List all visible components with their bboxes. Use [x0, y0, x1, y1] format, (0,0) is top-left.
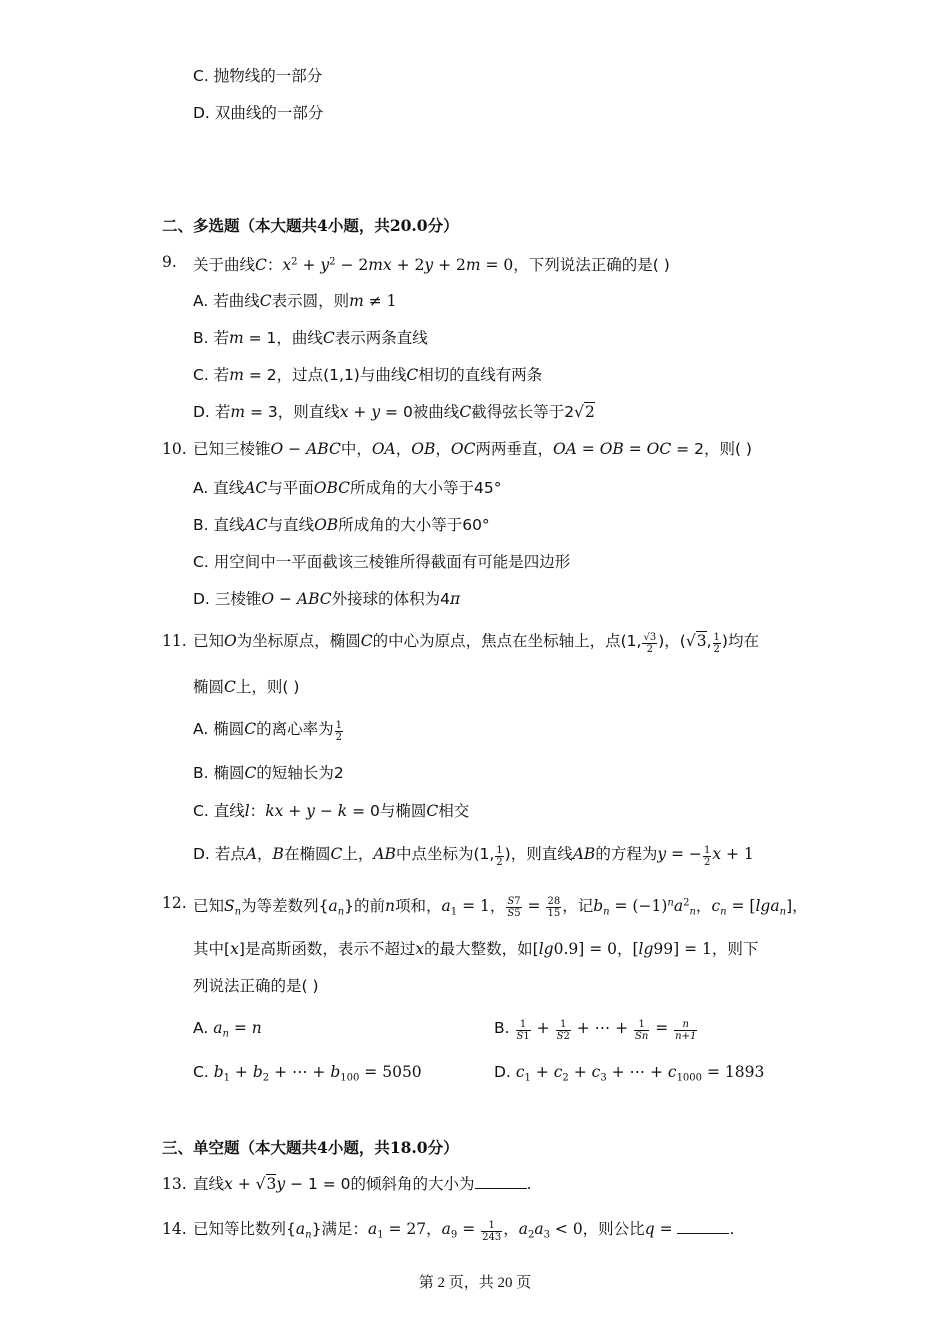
section2-title: 二、多选题（本大题共4小题，共20.0分） — [162, 216, 459, 235]
q10-option-c: C. 用空间中一平面截该三棱锥所得截面有可能是四边形 — [193, 553, 571, 571]
q12-option-b: B. $\frac{1}{S1}$ + $\frac{1}{S2}$ + ⋯ + $\frac{1}{Sn}$ = $\frac{n}{n+1}$ — [494, 1018, 697, 1042]
sqrt-symbol: √ — [574, 403, 584, 421]
answer-blank-14[interactable] — [677, 1219, 729, 1234]
question-14: 14. 已知等比数列$\{a_n\}$满足：$a_1 = 27$，$a_9$ = $\frac{1}{243}$ ，$a_2a_3 < 0$，则公比q = . — [162, 1219, 735, 1243]
q9-option-b: B. 若m = 1，曲线C表示两条直线 — [193, 329, 428, 347]
q10-option-d: D. 三棱锥O − ABC外接球的体积为4π — [193, 590, 461, 608]
section3-title: 三、单空题（本大题共4小题，共18.0分） — [162, 1138, 459, 1157]
option-d-prev: D. 双曲线的一部分 — [193, 104, 324, 122]
q9-option-c: C. 若m = 2，过点(1,1)与曲线C相切的直线有两条 — [193, 366, 543, 384]
answer-blank-13[interactable] — [475, 1174, 527, 1189]
q10-option-a: A. 直线AC与平面OBC所成角的大小等于45° — [193, 479, 502, 497]
question-12: 12. 已知$S_n$为等差数列$\{a_n\}$的前n项和，$a_1 = 1$， $\frac{S7}{S5}$ = $\frac{28}{15}$ ，记$b_n = (-1)^na^2_n$，$c_n = [\lg a_n]$， — [162, 894, 808, 919]
q12-option-a: A. $a_n = n$ — [193, 1019, 262, 1040]
page-footer: 第 2 页，共 20 页 — [418, 1275, 532, 1291]
q11-option-c: C. 直线l：kx + y − k = 0与椭圆C相交 — [193, 802, 470, 820]
q9-option-a: A. 若曲线C表示圆，则m ≠ 1 — [193, 292, 397, 310]
q12-option-d: D. $c_1 + c_2 + c_3$ + ⋯ + $c_{1000} = 1893$ — [494, 1063, 765, 1084]
q11-option-a: A. 椭圆C的离心率为 $\frac{1}{2}$ — [193, 719, 342, 743]
option-c-prev: C. 抛物线的一部分 — [193, 67, 323, 85]
q12-option-c: C. $b_1 + b_2$ + ⋯ + $b_{100} = 5050$ — [193, 1063, 422, 1084]
question-10: 10. 已知三棱锥O − ABC中，OA，OB，OC两两垂直，OA = OB = OC = 2，则( ) — [162, 440, 752, 458]
question-11: 11. 已知O为坐标原点，椭圆C的中心为原点，焦点在坐标轴上，点(1, $\frac{√3}{2}$ )，(√3, $\frac{1}{2}$ )均在 — [162, 631, 759, 655]
question-9: 9. 关于曲线C：$x^2 + y^2 - 2mx + 2y + 2m = 0$，下列说法正确的是( ) — [162, 253, 670, 274]
question-13: 13. 直线x + √3y − 1 = 0的倾斜角的大小为 . — [162, 1175, 532, 1193]
q11-option-d: D. 若点A，B在椭圆C上，AB中点坐标为(1, $\frac{1}{2}$ )，则直线AB的方程为y = − $\frac{1}{2}$ x + 1 — [193, 844, 754, 868]
question-12-line3: 列说法正确的是( ) — [193, 977, 319, 995]
q10-option-b: B. 直线AC与直线OB所成角的大小等于60° — [193, 516, 490, 534]
q9-option-d: D. 若m = 3，则直线x + y = 0被曲线C截得弦长等于2√2 — [193, 403, 595, 421]
question-12-line2: 其中[x]是高斯函数，表示不超过x的最大整数，如[lg0.9] = 0，[lg99] = 1，则下 — [193, 940, 759, 958]
q11-option-b: B. 椭圆C的短轴长为2 — [193, 764, 344, 782]
question-11-cont: 椭圆C上，则( ) — [193, 678, 300, 696]
